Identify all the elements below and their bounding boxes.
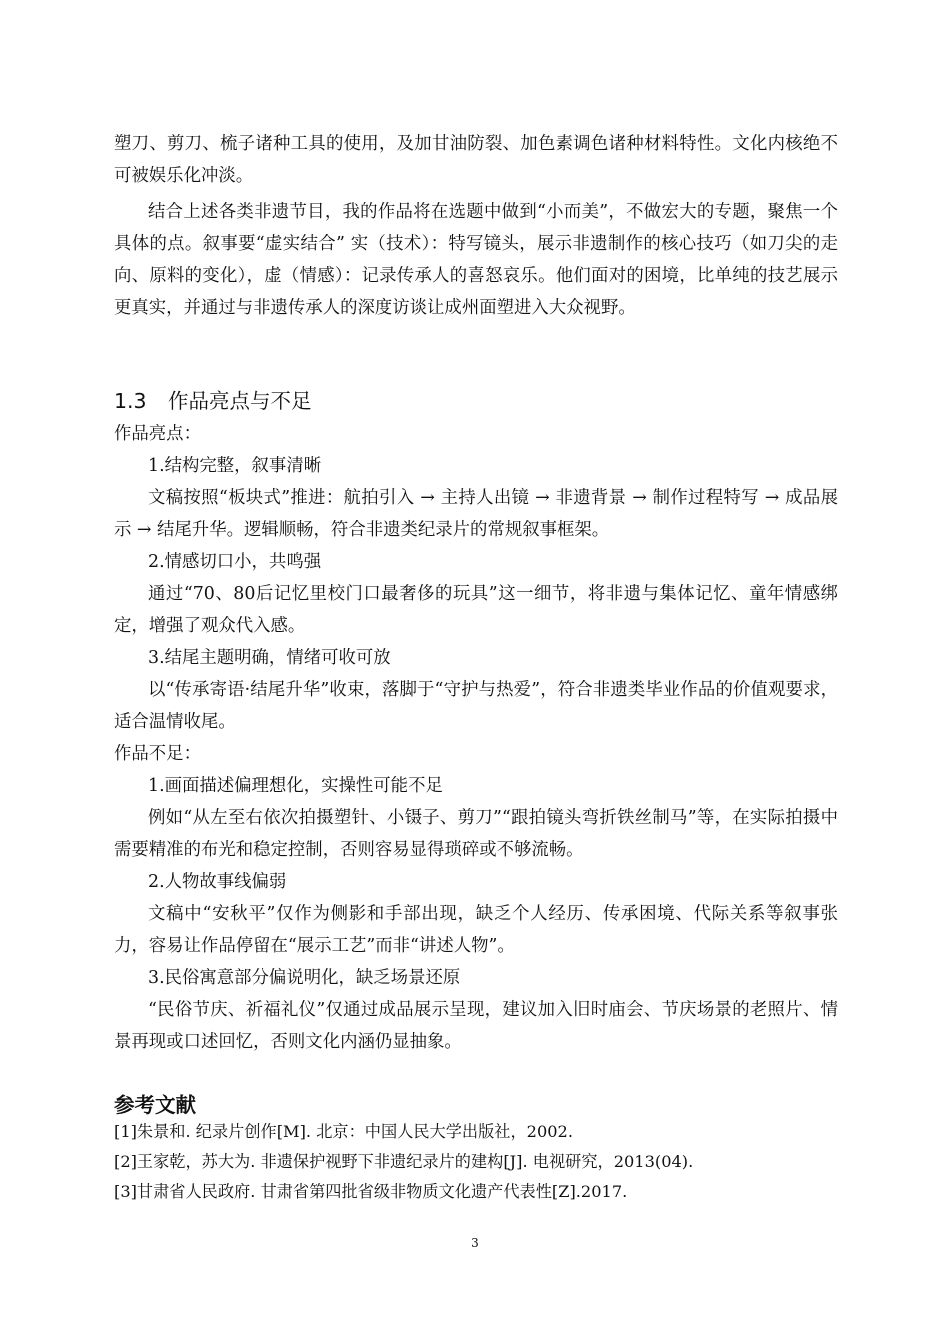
paragraph-text: 例如“从左至右依次拍摄塑针、小镊子、剪刀”“跟拍镜头弯折铁丝制马”等，在实际拍摄中需要精准的布光和稳定控制，否则容易显得琐碎或不够流畅。 xyxy=(114,808,838,860)
highlights-label: 作品亮点： xyxy=(114,424,201,444)
highlight-heading-1: 1.结构完整，叙事清晰 xyxy=(148,456,322,476)
highlight-body-1 xyxy=(114,482,838,546)
paragraph-text: 文稿按照“板块式”推进：航拍引入 → 主持人出镜 → 非遗背景 → 制作过程特写 → 成品展示 → 结尾升华。逻辑顺畅，符合非遗类纪录片的常规叙事框架。 xyxy=(114,488,838,540)
highlight-body-3 xyxy=(114,674,838,738)
highlight-body-2 xyxy=(114,578,838,642)
shortcoming-body-1 xyxy=(114,802,838,866)
highlight-heading-2: 2.情感切口小，共鸣强 xyxy=(148,552,322,572)
section-heading xyxy=(114,386,312,416)
shortcoming-heading-1: 1.画面描述偏理想化，实操性可能不足 xyxy=(148,776,443,796)
references-title: 参考文献 xyxy=(114,1093,196,1117)
paragraph-text: 结合上述各类非遗节目，我的作品将在选题中做到“小而美”，不做宏大的专题，聚焦一个具体的点。叙事要“虚实结合” 实（技术）：特写镜头，展示非遗制作的核心技巧（如刀尖的走向、原料的变化），虚（情感）：记录传承人的喜怒哀乐。他们面对的困境，比单纯的技艺展示更真实，并通过与非遗传承人的深度访谈让成州面塑进入大众视野。 xyxy=(114,202,838,318)
paragraph-text: “民俗节庆、祈福礼仪”仅通过成品展示呈现，建议加入旧时庙会、节庆场景的老照片、情景再现或口述回忆，否则文化内涵仍显抽象。 xyxy=(114,1000,838,1052)
shortcoming-body-3 xyxy=(114,994,838,1058)
shortcoming-heading-3: 3.民俗寓意部分偏说明化，缺乏场景还原 xyxy=(148,968,461,988)
section-number: 1.3 xyxy=(114,389,147,413)
paragraph-text: 塑刀、剪刀、梳子诸种工具的使用，及加甘油防裂、加色素调色诸种材料特性。文化内核绝不可被娱乐化冲淡。 xyxy=(114,134,838,186)
paragraph-intro xyxy=(114,196,838,324)
paragraph-text: 以“传承寄语·结尾升华”收束，落脚于“守护与热爱”，符合非遗类毕业作品的价值观要求，适合温情收尾。 xyxy=(114,680,838,732)
highlight-heading-3: 3.结尾主题明确，情绪可收可放 xyxy=(148,648,391,668)
shortcomings-label: 作品不足： xyxy=(114,744,201,764)
paragraph-text: 文稿中“安秋平”仅作为侧影和手部出现，缺乏个人经历、传承困境、代际关系等叙事张力，容易让作品停留在“展示工艺”而非“讲述人物”。 xyxy=(114,904,838,956)
section-title: 作品亮点与不足 xyxy=(168,389,312,413)
reference-item: [2]王家乾，苏大为. 非遗保护视野下非遗纪录片的建构[J]. 电视研究，2013(04). xyxy=(114,1152,694,1171)
page-number: 3 xyxy=(471,1236,479,1250)
reference-item: [3]甘肃省人民政府. 甘肃省第四批省级非物质文化遗产代表性[Z].2017. xyxy=(114,1182,628,1201)
shortcoming-body-2 xyxy=(114,898,838,962)
reference-item: [1]朱景和. 纪录片创作[M]. 北京：中国人民大学出版社，2002. xyxy=(114,1122,573,1141)
paragraph-text: 通过“70、80后记忆里校门口最奢侈的玩具”这一细节，将非遗与集体记忆、童年情感绑定，增强了观众代入感。 xyxy=(114,584,838,636)
shortcoming-heading-2: 2.人物故事线偏弱 xyxy=(148,872,287,892)
paragraph-tools xyxy=(114,128,838,192)
